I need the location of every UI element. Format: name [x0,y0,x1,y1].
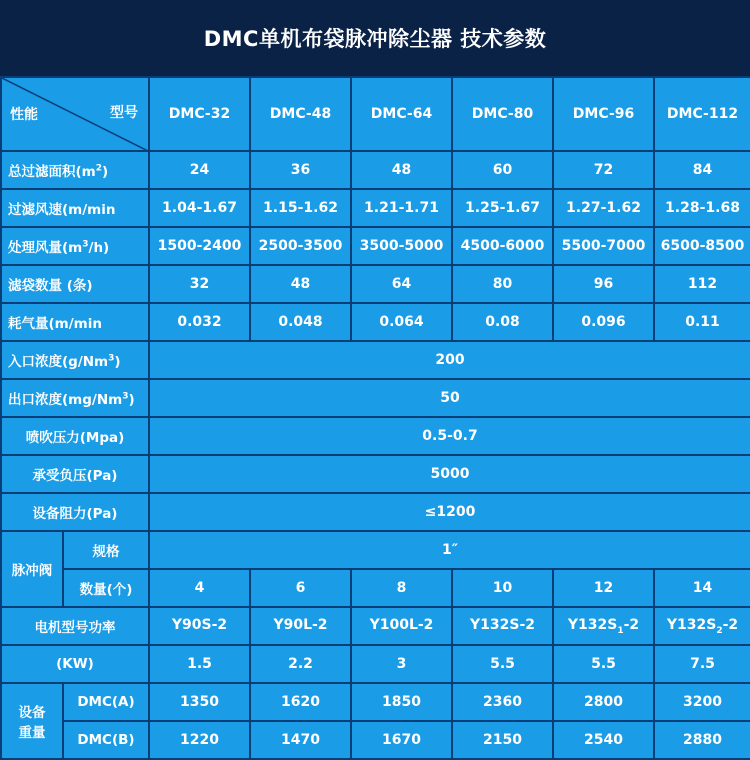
table-cell: 112 [654,265,750,303]
motor-model-cell: Y132S-2 [452,607,553,645]
table-cell: 1350 [149,683,250,721]
row-label-pulse-valve: 脉冲阀 [1,531,63,607]
row-label-weight: 设备 重量 [1,683,63,759]
motor-model-cell: Y90S-2 [149,607,250,645]
table-row [1,455,750,493]
motor-model-cell: $Y132S_1-2$ [553,607,654,645]
table-cell: 8 [351,569,452,607]
table-cell: 96 [553,265,654,303]
table-row [1,645,750,683]
table-cell: 5.5 [553,645,654,683]
table-cell: 1220 [149,721,250,759]
table-cell: 14 [654,569,750,607]
table-cell: 6500-8500 [654,227,750,265]
table-cell: 0.096 [553,303,654,341]
row-label-filter-area: 总过滤面积$(m^2)$ [1,151,149,189]
table-cell: 0.11 [654,303,750,341]
row-label-pulse-valve-spec: 规格 [63,531,149,569]
table-cell: 2540 [553,721,654,759]
row-label-bag-count: 滤袋数量 (条) [1,265,149,303]
table-cell: 24 [149,151,250,189]
table-row [1,493,750,531]
table-cell: 2800 [553,683,654,721]
table-cell: 6 [250,569,351,607]
model-header: DMC-80 [452,77,553,151]
row-label-weight-a: DMC(A) [63,683,149,721]
table-cell: 60 [452,151,553,189]
table-cell: 48 [250,265,351,303]
table-cell: 4500-6000 [452,227,553,265]
table-row [1,303,750,341]
header-corner-cell [1,77,149,151]
table-cell: 3 [351,645,452,683]
model-header: DMC-112 [654,77,750,151]
row-label-motor-power: (KW) [1,645,149,683]
table-cell: 2880 [654,721,750,759]
table-cell-merged: 0.5-0.7 [149,417,750,455]
table-cell: 1500-2400 [149,227,250,265]
table-row [1,569,750,607]
spec-table [0,76,750,760]
row-label-blow-pressure: 喷吹压力(Mpa) [1,417,149,455]
table-cell: 4 [149,569,250,607]
table-cell: 1.5 [149,645,250,683]
table-cell: 2150 [452,721,553,759]
table-cell: 0.064 [351,303,452,341]
page-title: DMC单机布袋脉冲除尘器 技术参数 [0,0,750,76]
table-row [1,531,750,569]
model-header: DMC-48 [250,77,351,151]
row-label-outlet-concentration: 出口浓度(mg/Nm$^3$) [1,379,149,417]
table-row [1,227,750,265]
table-cell: 5500-7000 [553,227,654,265]
table-cell: 2360 [452,683,553,721]
table-cell: 1850 [351,683,452,721]
table-cell: 48 [351,151,452,189]
table-cell: 0.048 [250,303,351,341]
row-label-filter-speed: 过滤风速(m/min [1,189,149,227]
table-cell: 5.5 [452,645,553,683]
table-row [1,265,750,303]
table-cell: 2500-3500 [250,227,351,265]
table-cell: 32 [149,265,250,303]
table-row [1,189,750,227]
table-cell-merged: 50 [149,379,750,417]
table-cell: 2.2 [250,645,351,683]
table-cell: 36 [250,151,351,189]
row-label-air-consumption: 耗气量(m/min [1,303,149,341]
header-row [1,77,750,151]
table-cell: 10 [452,569,553,607]
motor-model-cell: Y100L-2 [351,607,452,645]
table-cell-merged: 200 [149,341,750,379]
table-row [1,721,750,759]
table-cell: 1.25-1.67 [452,189,553,227]
performance-label: 性能 [10,107,38,123]
table-row [1,607,750,645]
table-cell: 1.28-1.68 [654,189,750,227]
table-cell-merged: 1″ [149,531,750,569]
table-cell: 1620 [250,683,351,721]
row-label-motor: 电机型号功率 [1,607,149,645]
table-cell: 1.27-1.62 [553,189,654,227]
row-label-air-volume: 处理风量$(m^3/h)$ [1,227,149,265]
table-cell: 84 [654,151,750,189]
motor-model-cell: Y90L-2 [250,607,351,645]
model-header: DMC-96 [553,77,654,151]
table-cell: 12 [553,569,654,607]
table-cell: 0.08 [452,303,553,341]
motor-model-cell: $Y132S_2-2$ [654,607,750,645]
table-cell: 1.04-1.67 [149,189,250,227]
table-cell-merged: ≤1200 [149,493,750,531]
table-cell: 7.5 [654,645,750,683]
table-cell-merged: 5000 [149,455,750,493]
row-label-negative-pressure: 承受负压(Pa) [1,455,149,493]
model-header: DMC-32 [149,77,250,151]
table-row [1,417,750,455]
table-cell: 64 [351,265,452,303]
table-row [1,683,750,721]
table-cell: 1.15-1.62 [250,189,351,227]
table-cell: 3500-5000 [351,227,452,265]
table-cell: 1470 [250,721,351,759]
table-row [1,341,750,379]
table-cell: 1670 [351,721,452,759]
table-cell: 1.21-1.71 [351,189,452,227]
model-label: 型号 [110,105,138,121]
model-header: DMC-64 [351,77,452,151]
table-cell: 0.032 [149,303,250,341]
table-row [1,151,750,189]
table-cell: 72 [553,151,654,189]
row-label-weight-b: DMC(B) [63,721,149,759]
table-cell: 80 [452,265,553,303]
row-label-inlet-concentration: 入口浓度(g/Nm$^3$) [1,341,149,379]
table-cell: 3200 [654,683,750,721]
row-label-pulse-valve-qty: 数量(个) [63,569,149,607]
table-row [1,379,750,417]
row-label-resistance: 设备阻力(Pa) [1,493,149,531]
